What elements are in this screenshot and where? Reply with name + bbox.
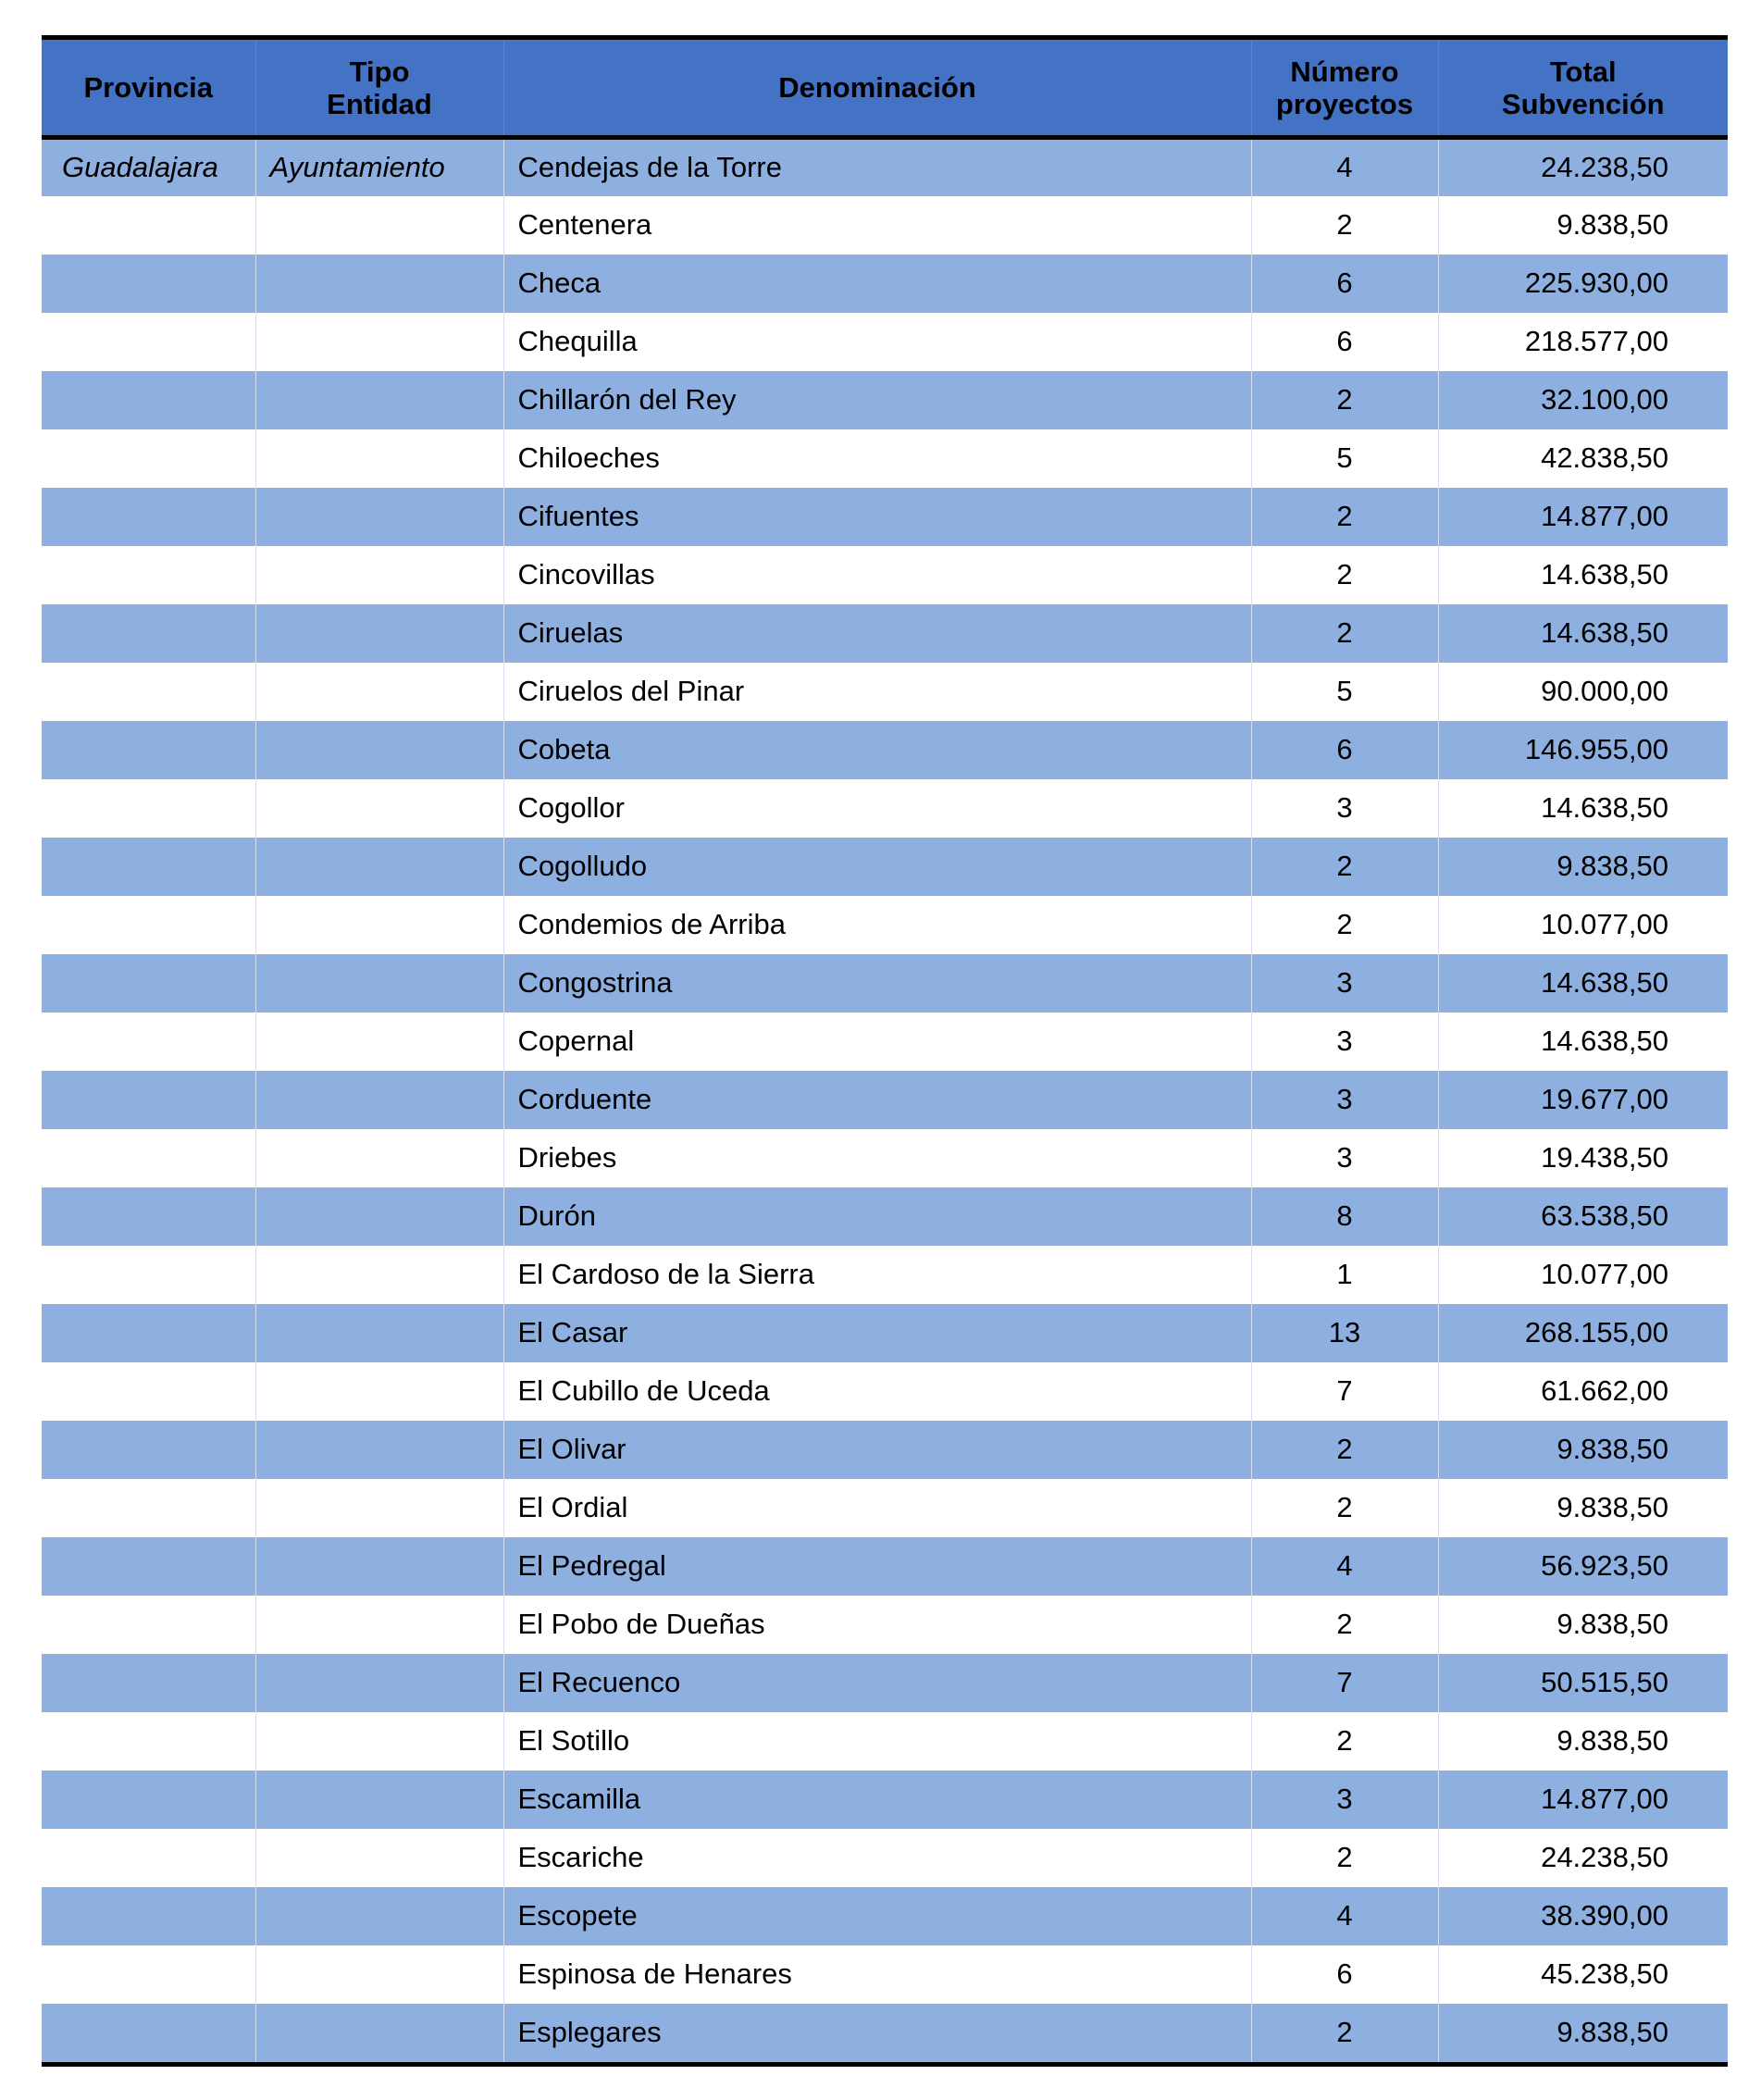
table-row [42,1596,1728,1654]
cell-provincia [42,1887,255,1945]
cell-denominacion: Escariche [503,1829,1251,1887]
cell-tipo-entidad [255,896,503,954]
table-row [42,838,1728,896]
header-provincia-label: Provincia [83,71,214,104]
cell-numero-proyectos: 8 [1251,1187,1438,1246]
cell-total-subvencion: 9.838,50 [1438,2004,1728,2062]
cell-denominacion: Cifuentes [503,488,1251,546]
table-row [42,721,1728,779]
cell-total-subvencion: 42.838,50 [1438,429,1728,488]
table-row [42,313,1728,371]
header-provincia [42,40,255,138]
table-row [42,1829,1728,1887]
cell-denominacion: Ciruelos del Pinar [503,663,1251,721]
cell-provincia [42,663,255,721]
table-row [42,663,1728,721]
cell-provincia [42,1013,255,1071]
cell-numero-proyectos: 3 [1251,779,1438,838]
cell-provincia [42,779,255,838]
cell-total-subvencion: 63.538,50 [1438,1187,1728,1246]
cell-tipo-entidad [255,1479,503,1537]
table-row [42,1246,1728,1304]
cell-numero-proyectos: 5 [1251,663,1438,721]
cell-denominacion: El Recuenco [503,1654,1251,1712]
cell-tipo-entidad [255,1712,503,1771]
cell-provincia [42,255,255,313]
cell-denominacion: El Pobo de Dueñas [503,1596,1251,1654]
table-row [42,1771,1728,1829]
cell-tipo-entidad [255,1071,503,1129]
cell-denominacion: El Cardoso de la Sierra [503,1246,1251,1304]
table-row [42,604,1728,663]
cell-numero-proyectos: 2 [1251,546,1438,604]
cell-numero-proyectos: 2 [1251,1596,1438,1654]
cell-provincia [42,838,255,896]
header-total-line2: Subvención [1501,87,1665,120]
cell-tipo-entidad [255,1596,503,1654]
table-row [42,429,1728,488]
cell-tipo-entidad [255,1187,503,1246]
cell-total-subvencion: 45.238,50 [1438,1945,1728,2004]
cell-tipo-entidad [255,779,503,838]
header-numero-line2: proyectos [1275,87,1414,120]
table-row [42,1712,1728,1771]
cell-total-subvencion: 10.077,00 [1438,896,1728,954]
table-row [42,546,1728,604]
cell-numero-proyectos: 7 [1251,1362,1438,1421]
cell-denominacion: Cobeta [503,721,1251,779]
table-row [42,255,1728,313]
cell-total-subvencion: 61.662,00 [1438,1362,1728,1421]
cell-provincia [42,604,255,663]
cell-numero-proyectos: 2 [1251,838,1438,896]
cell-numero-proyectos: 2 [1251,896,1438,954]
cell-total-subvencion: 10.077,00 [1438,1246,1728,1304]
cell-denominacion: Corduente [503,1071,1251,1129]
table-row [42,896,1728,954]
cell-total-subvencion: 14.638,50 [1438,546,1728,604]
header-total-subvencion [1438,40,1728,138]
cell-denominacion: El Olivar [503,1421,1251,1479]
cell-numero-proyectos: 6 [1251,721,1438,779]
cell-denominacion: Ciruelas [503,604,1251,663]
cell-numero-proyectos: 6 [1251,313,1438,371]
cell-numero-proyectos: 3 [1251,1771,1438,1829]
cell-total-subvencion: 218.577,00 [1438,313,1728,371]
cell-denominacion: Driebes [503,1129,1251,1187]
table-row [42,138,1728,196]
cell-total-subvencion: 9.838,50 [1438,1421,1728,1479]
cell-tipo-entidad [255,255,503,313]
cell-tipo-entidad [255,1829,503,1887]
cell-tipo-entidad [255,838,503,896]
cell-total-subvencion: 9.838,50 [1438,1479,1728,1537]
cell-denominacion: Copernal [503,1013,1251,1071]
cell-tipo-entidad [255,721,503,779]
cell-tipo-entidad [255,313,503,371]
table-row [42,954,1728,1013]
cell-denominacion: Cogolludo [503,838,1251,896]
table-body [42,138,1728,2062]
cell-denominacion: Chillarón del Rey [503,371,1251,429]
cell-tipo-entidad [255,1945,503,2004]
cell-total-subvencion: 9.838,50 [1438,196,1728,255]
table-row [42,1945,1728,2004]
cell-provincia [42,896,255,954]
cell-numero-proyectos: 4 [1251,1887,1438,1945]
cell-total-subvencion: 14.638,50 [1438,954,1728,1013]
cell-numero-proyectos: 2 [1251,1421,1438,1479]
cell-denominacion: Condemios de Arriba [503,896,1251,954]
cell-total-subvencion: 146.955,00 [1438,721,1728,779]
cell-denominacion: Centenera [503,196,1251,255]
cell-provincia [42,1129,255,1187]
cell-provincia: Guadalajara [42,138,255,196]
cell-provincia [42,1479,255,1537]
header-total-line1: Total [1549,55,1617,88]
cell-denominacion: Esplegares [503,2004,1251,2062]
cell-provincia [42,1304,255,1362]
cell-numero-proyectos: 6 [1251,255,1438,313]
cell-tipo-entidad [255,604,503,663]
cell-total-subvencion: 225.930,00 [1438,255,1728,313]
cell-tipo-entidad [255,1654,503,1712]
cell-numero-proyectos: 2 [1251,488,1438,546]
cell-tipo-entidad [255,546,503,604]
cell-provincia [42,1596,255,1654]
table-row [42,1071,1728,1129]
cell-provincia [42,1829,255,1887]
cell-total-subvencion: 14.877,00 [1438,1771,1728,1829]
header-row [42,40,1728,138]
cell-provincia [42,1771,255,1829]
cell-denominacion: Cendejas de la Torre [503,138,1251,196]
cell-provincia [42,1071,255,1129]
cell-numero-proyectos: 2 [1251,1479,1438,1537]
cell-tipo-entidad [255,429,503,488]
table-row [42,1537,1728,1596]
header-tipo-entidad [255,40,503,138]
cell-tipo-entidad [255,1887,503,1945]
cell-total-subvencion: 32.100,00 [1438,371,1728,429]
table-row [42,1362,1728,1421]
cell-denominacion: El Pedregal [503,1537,1251,1596]
table-row [42,1187,1728,1246]
cell-denominacion: El Cubillo de Uceda [503,1362,1251,1421]
cell-total-subvencion: 14.638,50 [1438,1013,1728,1071]
cell-provincia [42,2004,255,2062]
cell-provincia [42,1246,255,1304]
cell-numero-proyectos: 3 [1251,1013,1438,1071]
cell-numero-proyectos: 2 [1251,2004,1438,2062]
table-row [42,779,1728,838]
cell-tipo-entidad [255,1771,503,1829]
cell-total-subvencion: 19.438,50 [1438,1129,1728,1187]
cell-numero-proyectos: 3 [1251,1071,1438,1129]
cell-provincia [42,488,255,546]
cell-provincia [42,1654,255,1712]
table-row [42,371,1728,429]
cell-total-subvencion: 14.638,50 [1438,604,1728,663]
cell-total-subvencion: 14.877,00 [1438,488,1728,546]
cell-provincia [42,313,255,371]
cell-tipo-entidad [255,1421,503,1479]
cell-provincia [42,1945,255,2004]
cell-tipo-entidad [255,1362,503,1421]
cell-total-subvencion: 24.238,50 [1438,1829,1728,1887]
table-row [42,1129,1728,1187]
cell-tipo-entidad: Ayuntamiento [255,138,503,196]
header-numero-line1: Número [1290,55,1399,88]
table-row [42,1654,1728,1712]
cell-provincia [42,429,255,488]
cell-provincia [42,1712,255,1771]
cell-denominacion: Cogollor [503,779,1251,838]
cell-tipo-entidad [255,1013,503,1071]
cell-total-subvencion: 50.515,50 [1438,1654,1728,1712]
cell-tipo-entidad [255,1246,503,1304]
cell-tipo-entidad [255,663,503,721]
cell-total-subvencion: 56.923,50 [1438,1537,1728,1596]
cell-numero-proyectos: 13 [1251,1304,1438,1362]
cell-denominacion: Escopete [503,1887,1251,1945]
cell-denominacion: Chequilla [503,313,1251,371]
cell-numero-proyectos: 2 [1251,371,1438,429]
cell-total-subvencion: 268.155,00 [1438,1304,1728,1362]
header-denominacion [503,40,1251,138]
cell-total-subvencion: 9.838,50 [1438,1712,1728,1771]
subsidy-table [42,40,1728,2062]
cell-tipo-entidad [255,1304,503,1362]
cell-numero-proyectos: 6 [1251,1945,1438,2004]
cell-numero-proyectos: 1 [1251,1246,1438,1304]
cell-provincia [42,546,255,604]
cell-provincia [42,1187,255,1246]
cell-denominacion: El Sotillo [503,1712,1251,1771]
cell-numero-proyectos: 4 [1251,1537,1438,1596]
cell-provincia [42,954,255,1013]
cell-tipo-entidad [255,954,503,1013]
table-row [42,1887,1728,1945]
table-row [42,488,1728,546]
cell-provincia [42,1537,255,1596]
cell-total-subvencion: 90.000,00 [1438,663,1728,721]
cell-denominacion: Espinosa de Henares [503,1945,1251,2004]
cell-provincia [42,1421,255,1479]
cell-numero-proyectos: 2 [1251,196,1438,255]
header-tipo-line2: Entidad [327,87,432,120]
header-numero-proyectos [1251,40,1438,138]
cell-numero-proyectos: 2 [1251,1712,1438,1771]
cell-numero-proyectos: 4 [1251,138,1438,196]
cell-provincia [42,721,255,779]
cell-numero-proyectos: 5 [1251,429,1438,488]
table-row [42,1013,1728,1071]
cell-denominacion: El Ordial [503,1479,1251,1537]
cell-numero-proyectos: 3 [1251,954,1438,1013]
cell-total-subvencion: 9.838,50 [1438,1596,1728,1654]
table-row [42,1421,1728,1479]
cell-tipo-entidad [255,488,503,546]
cell-denominacion: El Casar [503,1304,1251,1362]
cell-numero-proyectos: 7 [1251,1654,1438,1712]
cell-provincia [42,196,255,255]
subsidy-table-container [42,35,1728,2067]
cell-total-subvencion: 9.838,50 [1438,838,1728,896]
table-header [42,40,1728,138]
table-row [42,1479,1728,1537]
cell-tipo-entidad [255,1129,503,1187]
cell-provincia [42,371,255,429]
cell-denominacion: Durón [503,1187,1251,1246]
cell-provincia [42,1362,255,1421]
header-denominacion-label: Denominación [778,71,976,104]
cell-denominacion: Congostrina [503,954,1251,1013]
cell-tipo-entidad [255,1537,503,1596]
header-tipo-line1: Tipo [349,55,410,88]
cell-total-subvencion: 14.638,50 [1438,779,1728,838]
cell-total-subvencion: 19.677,00 [1438,1071,1728,1129]
table-row [42,196,1728,255]
cell-tipo-entidad [255,371,503,429]
cell-numero-proyectos: 3 [1251,1129,1438,1187]
cell-denominacion: Chiloeches [503,429,1251,488]
cell-denominacion: Escamilla [503,1771,1251,1829]
cell-total-subvencion: 38.390,00 [1438,1887,1728,1945]
table-row [42,2004,1728,2062]
cell-denominacion: Cincovillas [503,546,1251,604]
cell-tipo-entidad [255,196,503,255]
table-row [42,1304,1728,1362]
cell-denominacion: Checa [503,255,1251,313]
cell-tipo-entidad [255,2004,503,2062]
cell-total-subvencion: 24.238,50 [1438,138,1728,196]
cell-numero-proyectos: 2 [1251,1829,1438,1887]
cell-numero-proyectos: 2 [1251,604,1438,663]
